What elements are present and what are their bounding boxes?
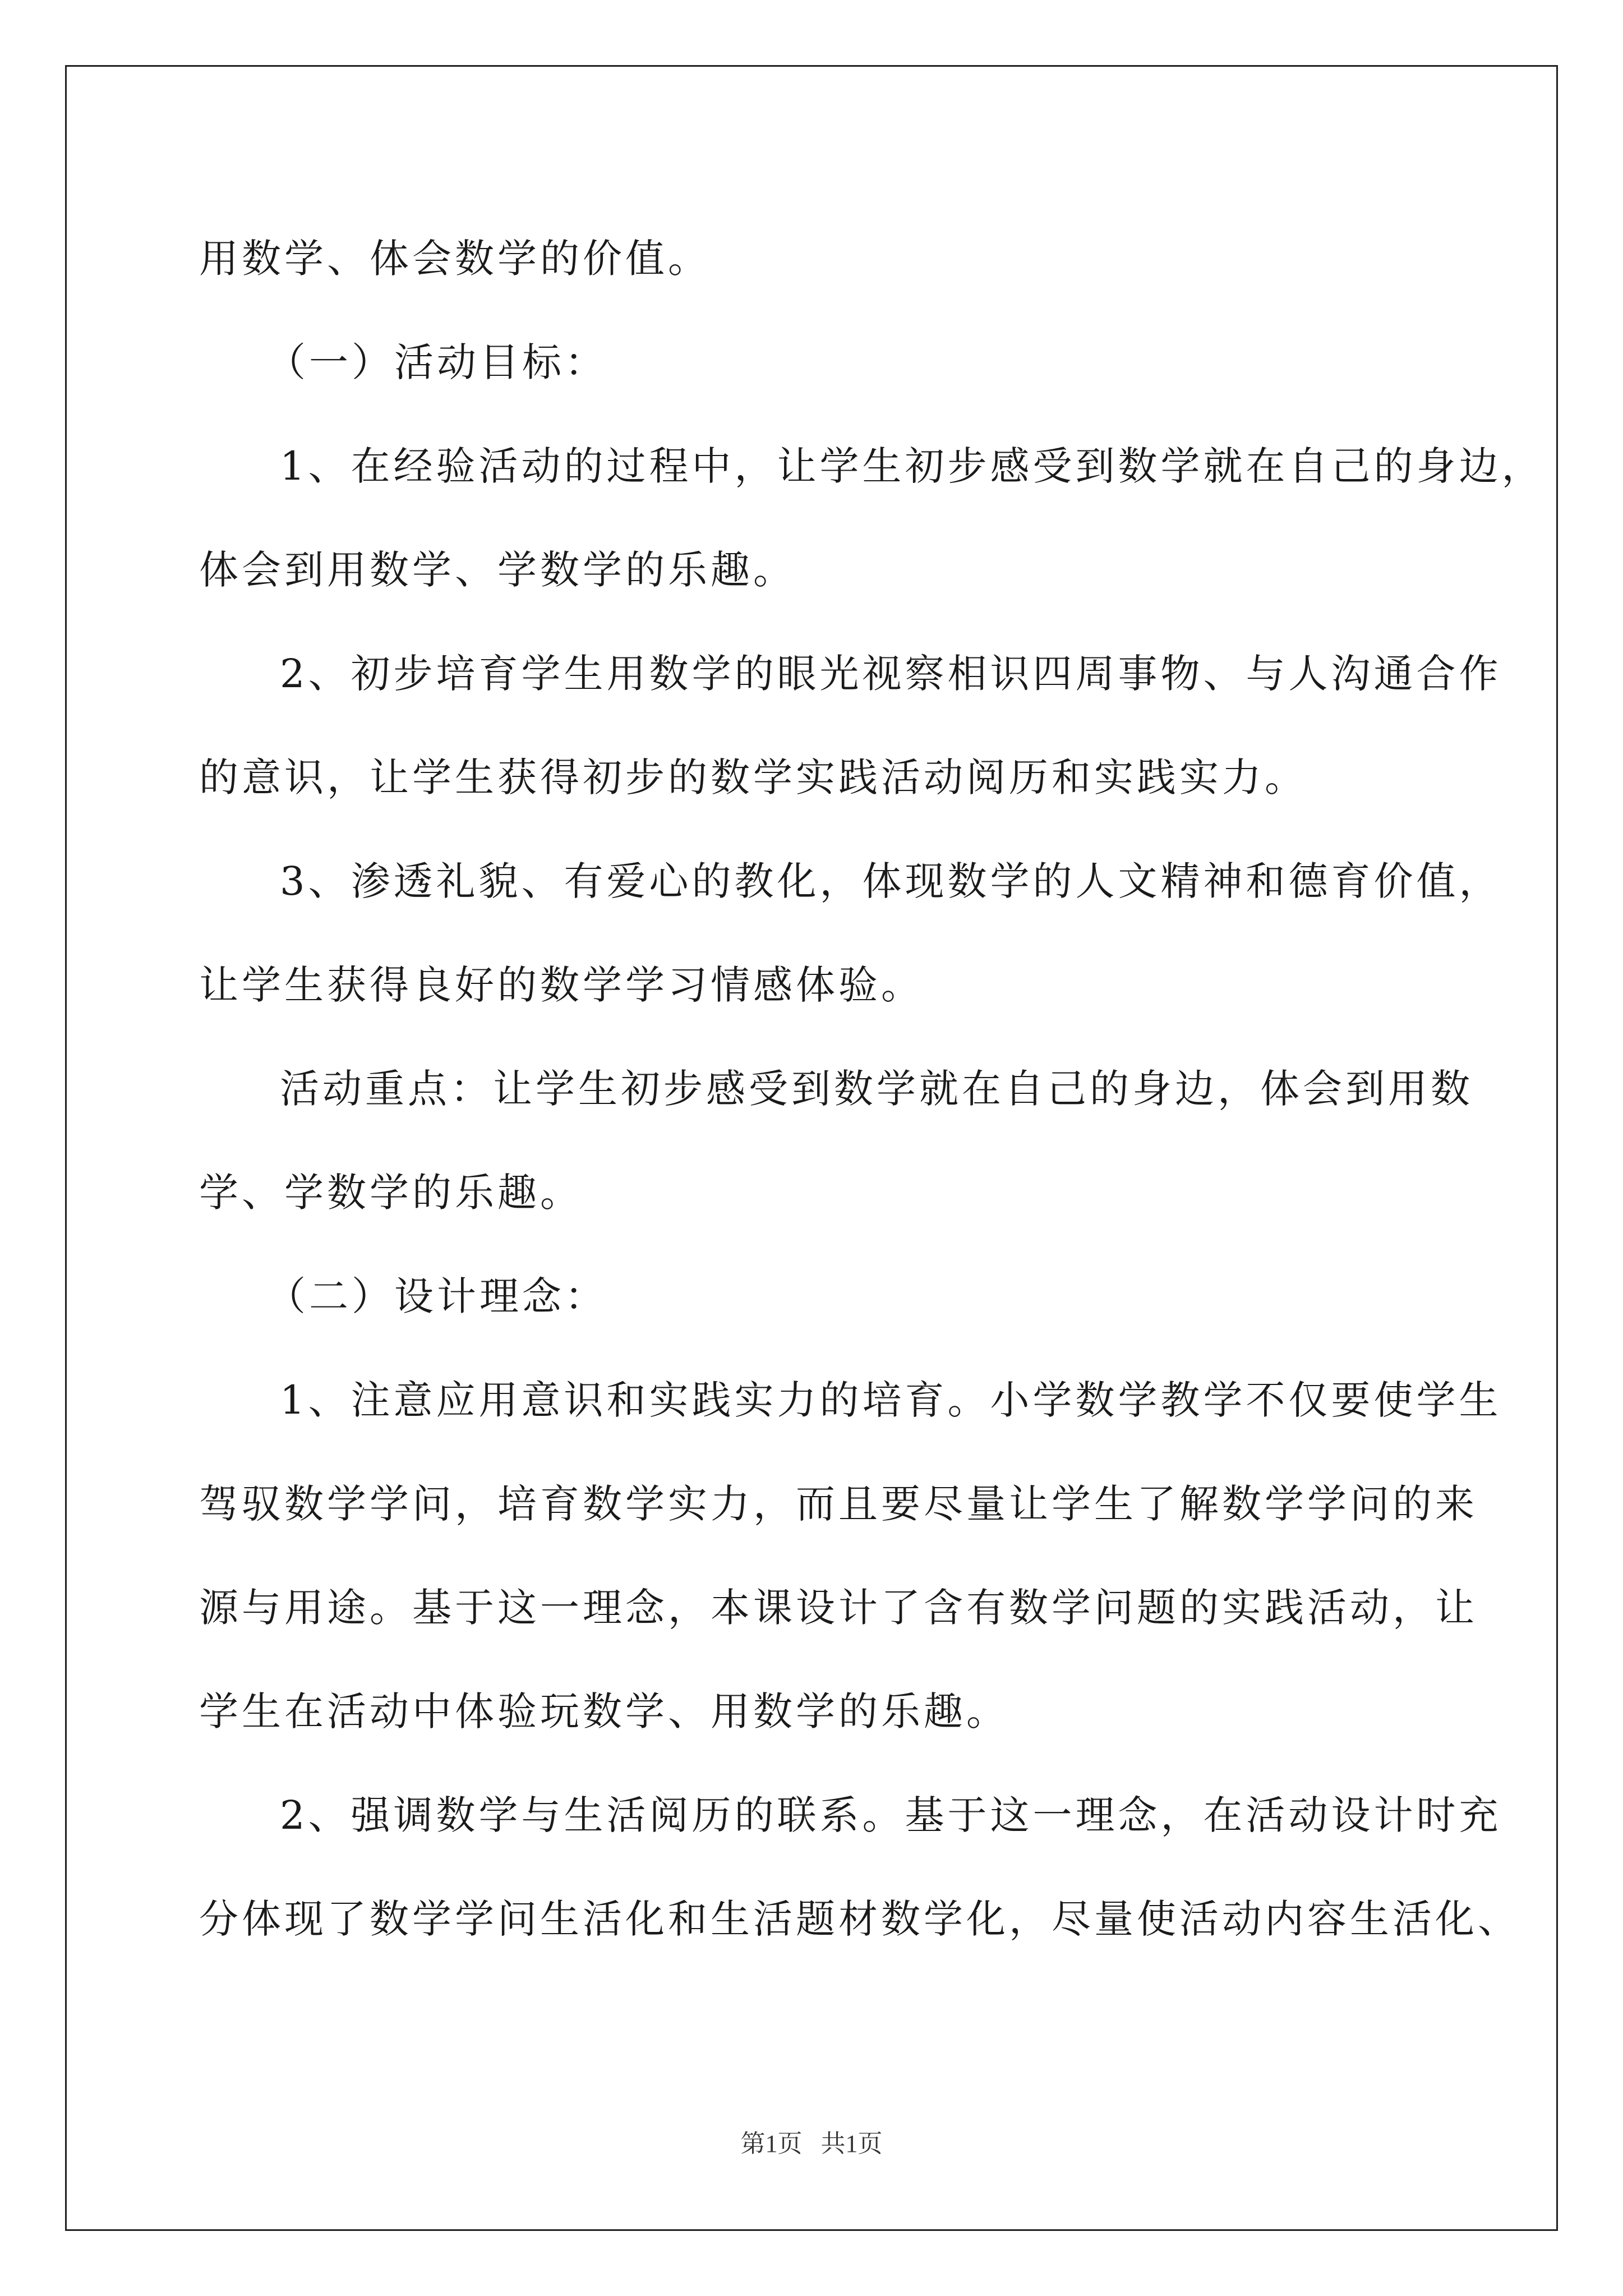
text-line-10: 学、学数学的乐趣。 [199, 1170, 583, 1216]
text-line-4: 体会到用数学、学数学的乐趣。 [199, 547, 796, 593]
document-body [199, 207, 1544, 1971]
text-line-5: 2、初步培育学生用数学的眼光视察相识四周事物、与人沟通合作 [280, 651, 1502, 697]
text-line-8: 让学生获得良好的数学学习情感体验。 [199, 962, 924, 1008]
text-line-7: 3、渗透礼貌、有爱心的教化，体现数学的人文精神和德育价值， [280, 858, 1502, 904]
text-line-14: 源与用途。基于这一理念，本课设计了含有数学问题的实践活动，让 [199, 1585, 1478, 1631]
text-line-16: 2、强调数学与生活阅历的联系。基于这一理念，在活动设计时充 [280, 1792, 1502, 1838]
section-heading-design: （二）设计理念： [266, 1273, 607, 1319]
text-line-15: 学生在活动中体验玩数学、用数学的乐趣。 [199, 1688, 1009, 1734]
text-line-13: 驾驭数学学问，培育数学实力，而且要尽量让学生了解数学学问的来 [199, 1481, 1478, 1527]
text-line-3: 1、在经验活动的过程中，让学生初步感受到数学就在自己的身边， [280, 443, 1544, 489]
text-line-6: 的意识，让学生获得初步的数学实践活动阅历和实践实力。 [199, 754, 1307, 800]
text-line-12: 1、注意应用意识和实践实力的培育。小学数学教学不仅要使学生 [280, 1377, 1502, 1423]
section-heading-goals: （一）活动目标： [266, 339, 607, 385]
text-line-1: 用数学、体会数学的价值。 [199, 236, 711, 282]
page-footer: 第1页 共1页 [740, 2130, 883, 2157]
text-line-17: 分体现了数学学问生活化和生活题材数学化，尽量使活动内容生活化、 [199, 1896, 1520, 1942]
text-line-9: 活动重点：让学生初步感受到数学就在自己的身边，体会到用数 [280, 1066, 1473, 1112]
